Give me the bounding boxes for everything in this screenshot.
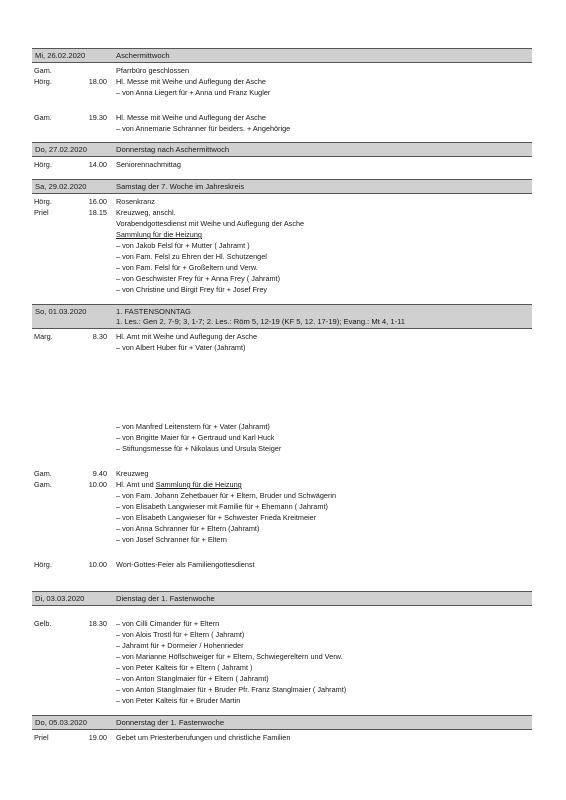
day-title — [116, 180, 244, 193]
row-text-main: – von Brigitte Maier für + Gertraud und Karl Huck — [116, 433, 275, 442]
row-text — [116, 65, 189, 76]
row-text-main: – von Albert Huber für + Vater (Jahramt) — [116, 343, 246, 352]
schedule-row — [32, 159, 532, 170]
schedule-row — [32, 490, 532, 501]
row-text — [116, 618, 219, 629]
row-place: Gam. — [34, 113, 52, 122]
schedule-row — [32, 512, 532, 523]
day-header — [32, 715, 532, 730]
row-text-underlined: Sammlung für die Heizung — [155, 480, 242, 489]
row-text-main: Gebet um Priesterberufungen und christliche Familien — [116, 733, 291, 742]
day-date: Do, 27.02.2020 — [35, 145, 87, 154]
day-header — [32, 179, 532, 194]
row-text — [116, 229, 202, 240]
row-time: 18.30 — [88, 619, 107, 628]
row-place: Hörg. — [34, 197, 52, 206]
row-time: 14.00 — [88, 160, 107, 169]
row-text — [116, 159, 181, 170]
row-text-main: – von Anton Stanglmaier für + Bruder Pfr. Franz Stanglmaier ( Jahramt) — [116, 685, 347, 694]
day-section — [32, 591, 532, 715]
schedule-row — [32, 732, 532, 743]
row-place: Hörg. — [34, 160, 52, 169]
day-header — [32, 591, 532, 606]
schedule-row — [32, 342, 532, 353]
day-title — [116, 143, 229, 156]
row-text — [116, 523, 259, 534]
row-text — [116, 87, 270, 98]
row-text-main: – von Fam. Johann Zehetbauer für + Eltern, Bruder und Schwägerin — [116, 491, 337, 500]
row-text — [116, 240, 250, 251]
day-section — [32, 304, 532, 591]
row-text-main: – von Cilli Cimander für + Eltern — [116, 619, 220, 628]
row-time: 9.40 — [92, 469, 107, 478]
day-readings: 1. Les.: Gen 2, 7-9; 3, 1-7; 2. Les.: Röm 5, 12-19 (KF 5, 12. 17-19); Evang.: Mt 4, 1-11 — [116, 317, 405, 326]
row-text-main: – von Peter Kalteis für + Bruder Martin — [116, 696, 241, 705]
row-text-main: – von Jakob Felsl für + Mutter ( Jahramt ) — [116, 241, 250, 250]
row-text-main: Hl. Messe mit Weihe und Auflegung der Asche — [116, 113, 266, 122]
row-text — [116, 273, 280, 284]
schedule-row — [32, 262, 532, 273]
schedule-row — [32, 273, 532, 284]
schedule-row — [32, 196, 532, 207]
row-time: 18.00 — [88, 77, 107, 86]
row-text — [116, 123, 290, 134]
schedule-row — [32, 523, 532, 534]
row-text — [116, 695, 240, 706]
row-text-main: – von Fam. Felsl für + Großeltern und Verw. — [116, 263, 258, 272]
row-place: Hörg. — [34, 560, 52, 569]
schedule-row — [32, 432, 532, 443]
row-place: Gam. — [34, 66, 52, 75]
row-text-main: – von Elisabeth Langwieser mit Familie für + Ehemann ( Jahramt) — [116, 502, 328, 511]
schedule-row — [32, 629, 532, 640]
schedule-row — [32, 684, 532, 695]
row-text-main: Rosenkranz — [116, 197, 155, 206]
row-text-main: Kreuzweg — [116, 469, 149, 478]
row-time: 8.30 — [92, 332, 107, 341]
day-title-main: Donnerstag der 1. Fastenwoche — [116, 718, 225, 727]
row-text — [116, 512, 316, 523]
row-text — [116, 207, 176, 218]
row-text — [116, 629, 244, 640]
row-text — [116, 443, 281, 454]
schedule-row — [32, 559, 532, 570]
row-text — [116, 732, 290, 743]
row-text — [116, 421, 270, 432]
row-text — [116, 251, 267, 262]
row-text — [116, 76, 266, 87]
row-text-main: – von Anton Stanglmaier für + Eltern ( Jahramt) — [116, 674, 269, 683]
row-text — [116, 651, 343, 662]
row-text-main: Wort-Gottes-Feier als Familiengottesdienst — [116, 560, 255, 569]
row-text-main: Hl. Messe mit Weihe und Auflegung der Asche — [116, 77, 266, 86]
schedule-row — [32, 65, 532, 76]
row-text-main: – von Anna Schranner für + Eltern (Jahramt) — [116, 524, 260, 533]
row-text — [116, 662, 252, 673]
row-text — [116, 284, 267, 295]
row-text-main: – Stiftungsmesse für + Nikolaus und Ursula Steiger — [116, 444, 282, 453]
row-time: 10.00 — [88, 560, 107, 569]
day-section — [32, 179, 532, 304]
row-text-main: – von Peter Kalteis für + Eltern ( Jahramt ) — [116, 663, 253, 672]
day-title-main: Samstag der 7. Woche im Jahreskreis — [116, 182, 245, 191]
day-title-main: Donnerstag nach Aschermittwoch — [116, 145, 230, 154]
schedule-row — [32, 501, 532, 512]
row-text — [116, 218, 304, 229]
day-date: Di, 03.03.2020 — [35, 594, 85, 603]
day-header — [32, 304, 532, 329]
row-place: Gam. — [34, 480, 52, 489]
schedule-row — [32, 662, 532, 673]
schedule-row — [32, 229, 532, 240]
day-date: So, 01.03.2020 — [35, 307, 87, 316]
day-title-main: Aschermittwoch — [116, 51, 170, 60]
row-text — [116, 490, 336, 501]
row-text-main: – von Christine und Birgit Frey für + Josef Frey — [116, 285, 268, 294]
row-time: 16.00 — [88, 197, 107, 206]
row-text — [116, 534, 227, 545]
day-section — [32, 48, 532, 142]
schedule-row — [32, 207, 532, 218]
row-text — [116, 331, 257, 342]
row-text-main: – von Elisabeth Langwieser für + Schwester Frieda Kreitmeier — [116, 513, 317, 522]
row-text — [116, 684, 346, 695]
row-place: Priel — [34, 733, 49, 742]
row-time: 10.00 — [88, 480, 107, 489]
row-time: 19.00 — [88, 733, 107, 742]
day-header — [32, 142, 532, 157]
schedule-row — [32, 618, 532, 629]
row-text — [116, 479, 242, 490]
row-text-main: Vorabendgottesdienst mit Weihe und Auflegung der Asche — [116, 219, 305, 228]
schedule-row — [32, 112, 532, 123]
row-text — [116, 112, 266, 123]
schedule-row — [32, 284, 532, 295]
day-date: Do, 05.03.2020 — [35, 718, 87, 727]
schedule-row — [32, 251, 532, 262]
schedule — [32, 48, 532, 743]
schedule-row — [32, 87, 532, 98]
row-place: Gelb. — [34, 619, 52, 628]
row-text-main: – von Annemarie Schranner für beiders. + Angehörige — [116, 124, 291, 133]
row-text — [116, 673, 269, 684]
row-text-main: – von Fam. Felsl zu Ehren der Hl. Schutzengel — [116, 252, 267, 261]
row-place: Priel — [34, 208, 49, 217]
row-text-main: – von Anna Liegert für + Anna und Franz Kugler — [116, 88, 271, 97]
schedule-row — [32, 479, 532, 490]
schedule-row — [32, 218, 532, 229]
day-date: Sa, 29.02.2020 — [35, 182, 87, 191]
schedule-row — [32, 640, 532, 651]
day-title — [116, 716, 224, 729]
schedule-row — [32, 421, 532, 432]
day-title — [116, 305, 405, 327]
schedule-row — [32, 673, 532, 684]
schedule-row — [32, 443, 532, 454]
row-text — [116, 432, 274, 443]
row-place: Hörg. — [34, 77, 52, 86]
row-text — [116, 559, 255, 570]
day-title-main: 1. FASTENSONNTAG — [116, 307, 191, 316]
row-text — [116, 342, 245, 353]
schedule-row — [32, 695, 532, 706]
schedule-row — [32, 534, 532, 545]
row-place: Gam. — [34, 469, 52, 478]
schedule-row — [32, 331, 532, 342]
row-text-main: Pfarrbüro geschlossen — [116, 66, 190, 75]
row-text — [116, 501, 328, 512]
row-time: 19.30 — [88, 113, 107, 122]
row-text-main: Sammlung für die Heizung — [116, 230, 202, 239]
schedule-row — [32, 123, 532, 134]
day-section — [32, 142, 532, 179]
day-title — [116, 592, 215, 605]
row-text-main: Seniorennachmittag — [116, 160, 181, 169]
day-title-main: Dienstag der 1. Fastenwoche — [116, 594, 215, 603]
row-text — [116, 262, 258, 273]
row-time: 18.15 — [88, 208, 107, 217]
row-text-main: – von Manfred Leitenstern für + Vater (Jahramt) — [116, 422, 270, 431]
schedule-row — [32, 76, 532, 87]
row-text-main: Hl. Amt und — [116, 480, 156, 489]
row-text — [116, 196, 155, 207]
row-text-main: – Jahramt für + Dormeier / Hohenrieder — [116, 641, 244, 650]
day-date: Mi, 26.02.2020 — [35, 51, 86, 60]
row-text-main: – von Marianne Höflschweiger für + Eltern, Schwiegereltern und Verw. — [116, 652, 343, 661]
schedule-row — [32, 240, 532, 251]
day-section — [32, 715, 532, 743]
schedule-row — [32, 468, 532, 479]
row-text — [116, 640, 244, 651]
row-text — [116, 468, 148, 479]
day-title — [116, 49, 170, 62]
row-text-main: – von Josef Schranner für + Eltern — [116, 535, 227, 544]
row-text-main: – von Geschwister Frey für + Anna Frey ( Jahramt) — [116, 274, 281, 283]
row-text-main: Hl. Amt mit Weihe und Auflegung der Asche — [116, 332, 258, 341]
row-text-main: – von Alois Trostl für + Eltern ( Jahramt) — [116, 630, 245, 639]
row-place: Marg. — [34, 332, 53, 341]
day-header — [32, 48, 532, 63]
row-text-main: Kreuzweg, anschl. — [116, 208, 176, 217]
schedule-row — [32, 651, 532, 662]
